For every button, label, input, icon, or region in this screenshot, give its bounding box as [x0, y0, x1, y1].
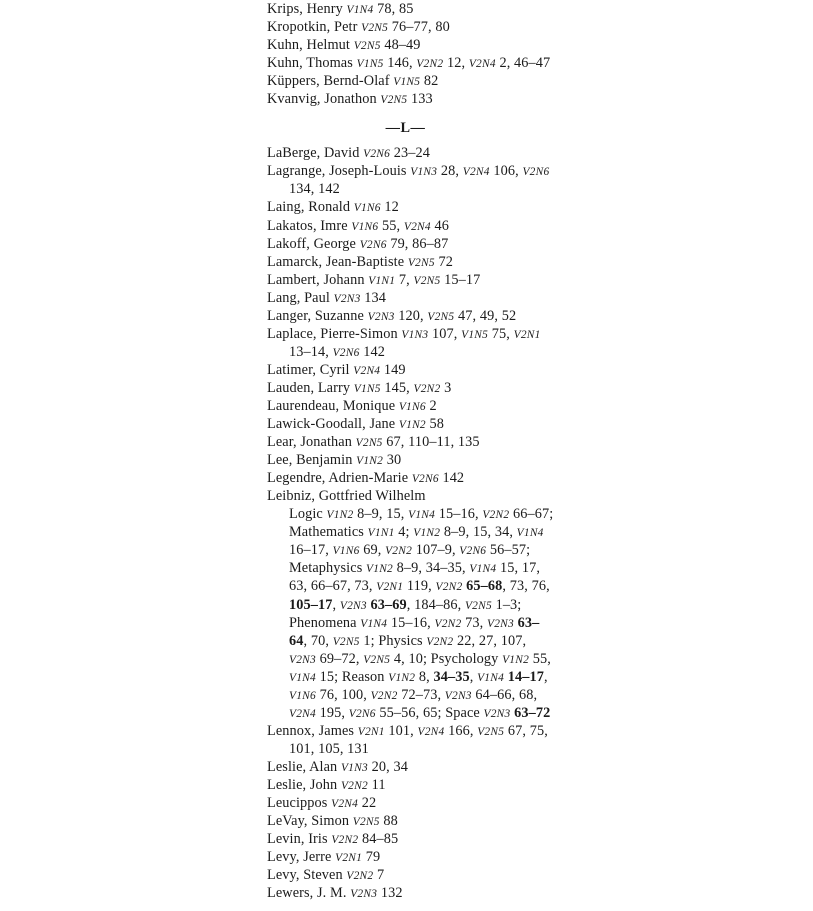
volume-issue-ref: V2N2 [331, 834, 359, 847]
index-subentry-line [267, 650, 551, 668]
volume-issue-ref: V1N4 [469, 563, 497, 576]
entry-text: , [543, 668, 548, 685]
entry-text: , [469, 668, 478, 685]
entry-text: Phenomena [289, 614, 361, 631]
entry-text: 47, 49, 52 [454, 307, 517, 324]
entry-text: LeVay, Simon [267, 813, 353, 830]
index-subentry-line [267, 596, 544, 614]
volume-issue-ref: V2N5 [477, 725, 505, 738]
index-subentry-line [267, 541, 544, 559]
entry-text: Lang, Paul [267, 289, 334, 306]
entry-text: 12, [443, 55, 469, 72]
volume-issue-ref: V1N4 [360, 617, 388, 630]
volume-issue-ref: V2N4 [289, 707, 316, 720]
entry-text: 64–66, 68, [471, 686, 538, 703]
entry-text: Lambert, Johann [267, 271, 369, 288]
volume-issue-ref: V2N4 [462, 166, 490, 179]
index-entry-line [267, 162, 550, 180]
entry-text: 55–56, 65; Space [375, 704, 484, 721]
volume-issue-ref: V2N4 [331, 798, 359, 811]
volume-issue-ref: V2N6 [359, 238, 387, 251]
bold-page-range: 64 [289, 632, 304, 649]
volume-issue-ref: V2N5 [355, 437, 383, 450]
volume-issue-ref: V2N3 [367, 310, 395, 323]
entry-text: , 184–86, [406, 596, 465, 613]
bold-page-range: 63–69 [370, 596, 407, 613]
entry-text: Mathematics [289, 524, 368, 541]
entry-text: Leucippos [267, 795, 332, 812]
index-entry-line [267, 307, 544, 325]
volume-issue-ref: V2N5 [380, 94, 408, 107]
index-subentry-line [267, 577, 550, 595]
volume-issue-ref: V2N5 [363, 653, 391, 666]
index-entry-line [267, 379, 544, 397]
volume-issue-ref: V2N6 [363, 148, 391, 161]
index-entry-line [267, 397, 544, 415]
volume-issue-ref: V1N4 [346, 4, 374, 16]
volume-issue-ref: V1N5 [393, 76, 421, 89]
volume-issue-ref: V1N2 [502, 653, 530, 666]
entry-text: 8–9, 15, 34, [440, 524, 517, 541]
entry-text: 55, [378, 217, 404, 234]
entry-text: Lakoff, George [267, 235, 360, 252]
bold-page-range: 65–68 [466, 578, 503, 595]
entry-text: 67, 110–11, 135 [382, 434, 480, 451]
index-entry-line [267, 54, 551, 72]
index-subentry-line [267, 686, 544, 704]
volume-issue-ref: V2N3 [339, 599, 367, 612]
entry-text: 7, [395, 271, 414, 288]
index-entry-line [267, 18, 544, 36]
entry-text: 56–57; [486, 542, 531, 559]
entry-text: 82 [420, 73, 439, 90]
entry-text: Kuhn, Thomas [267, 55, 357, 72]
volume-issue-ref: V2N5 [352, 816, 380, 829]
entry-text: 76–77, 80 [388, 19, 450, 36]
volume-issue-ref: V2N5 [464, 599, 492, 612]
entry-text: Kuhn, Helmut [267, 37, 354, 54]
entry-text: 28, [437, 163, 463, 180]
volume-issue-ref: V2N3 [333, 292, 361, 305]
volume-issue-ref: V1N6 [289, 689, 316, 702]
entry-text: , 73, 76, [502, 578, 550, 595]
index-entry-line [267, 180, 544, 198]
entry-text: 7 [373, 867, 385, 884]
index-entry-line [267, 451, 544, 469]
index-entry-line [267, 722, 548, 740]
bold-page-range: 105–17 [289, 596, 333, 613]
entry-text: 107–9, [412, 542, 460, 559]
entry-text: 166, [444, 722, 478, 739]
volume-issue-ref: V1N2 [413, 527, 441, 540]
entry-text: Kropotkin, Petr [267, 19, 362, 36]
entry-text: 134, 142 [289, 181, 340, 198]
entry-text: 145, [380, 379, 414, 396]
entry-text: LaBerge, David [267, 145, 364, 162]
volume-issue-ref: V2N2 [435, 581, 463, 594]
volume-issue-ref: V1N2 [326, 509, 354, 522]
index-entry-line [267, 325, 544, 343]
entry-text: Küppers, Bernd-Olaf [267, 73, 394, 90]
entry-text: Lawick-Goodall, Jane [267, 416, 399, 433]
entry-text: 73, [461, 614, 487, 631]
entry-text: 20, 34 [367, 758, 408, 775]
index-subentry-line [267, 704, 551, 722]
volume-issue-ref: V2N4 [417, 725, 445, 738]
entry-text: Levy, Steven [267, 867, 347, 884]
index-entry-line [267, 758, 544, 776]
entry-text: Lennox, James [267, 722, 358, 739]
entry-text: 12 [380, 199, 399, 216]
volume-issue-ref: V1N4 [408, 509, 436, 522]
index-entry-line [267, 848, 544, 866]
entry-text: Leslie, Alan [267, 758, 341, 775]
entry-text: 106, [489, 163, 523, 180]
volume-issue-ref: V2N3 [350, 888, 378, 901]
volume-issue-ref: V1N4 [516, 527, 544, 540]
volume-issue-ref: V1N6 [351, 220, 379, 233]
entry-text: 1; Physics [359, 632, 427, 649]
volume-issue-ref: V2N4 [353, 364, 381, 377]
entry-text: Lauden, Larry [267, 379, 354, 396]
entry-text: 13–14, [289, 343, 333, 360]
index-entry-line [267, 217, 544, 235]
entry-text: Laurendeau, Monique [267, 397, 399, 414]
index-entry-line [267, 469, 544, 487]
volume-issue-ref: V2N5 [407, 256, 435, 269]
entry-text: 146, [383, 55, 417, 72]
volume-issue-ref: V1N2 [388, 671, 416, 684]
entry-text: 2 [425, 397, 437, 414]
volume-issue-ref: V2N3 [483, 707, 511, 720]
entry-text: Lewers, J. M. [267, 885, 351, 902]
entry-text: 16–17, [289, 542, 333, 559]
volume-issue-ref: V2N6 [459, 545, 487, 558]
entry-text: 66–67; [509, 506, 554, 523]
volume-issue-ref: V1N6 [332, 545, 360, 558]
entry-text: 46 [430, 217, 449, 234]
index-subentry-line [267, 614, 544, 632]
volume-issue-ref: V1N3 [340, 761, 368, 774]
entry-text: Langer, Suzanne [267, 307, 368, 324]
entry-text: 79, 86–87 [386, 235, 449, 252]
entry-text: Laing, Ronald [267, 199, 354, 216]
index-entry-line [267, 72, 544, 90]
entry-text: Kvanvig, Jonathon [267, 91, 381, 108]
bold-page-range: 63– [517, 614, 540, 631]
index-entry-line [267, 794, 544, 812]
volume-issue-ref: V1N5 [461, 328, 489, 341]
volume-issue-ref: V2N1 [513, 328, 541, 341]
entry-text: 195, [315, 704, 349, 721]
entry-text: 11 [367, 776, 386, 793]
bold-page-range: 63–72 [514, 704, 551, 721]
entry-text: 133 [407, 91, 433, 108]
volume-issue-ref: V1N4 [477, 671, 505, 684]
entry-text: Leibniz, Gottfried Wilhelm [267, 488, 426, 505]
bold-page-range: 14–17 [507, 668, 544, 685]
volume-issue-ref: V2N6 [522, 166, 550, 179]
entry-text: 84–85 [358, 831, 399, 848]
index-entry-line [267, 361, 544, 379]
index-entry-line [267, 144, 544, 162]
volume-issue-ref: V2N5 [353, 40, 381, 53]
entry-text: Metaphysics [289, 560, 367, 577]
volume-issue-ref: V1N2 [356, 455, 384, 468]
entry-text: 67, 75, [504, 722, 548, 739]
entry-text: Lee, Benjamin [267, 452, 357, 469]
index-entry-line [267, 884, 544, 902]
entry-text: Lear, Jonathan [267, 434, 356, 451]
entry-text: Laplace, Pierre-Simon [267, 325, 402, 342]
entry-text: 72–73, [397, 686, 445, 703]
entry-text: , 70, [303, 632, 333, 649]
entry-text: Lakatos, Imre [267, 217, 352, 234]
entry-text: , [332, 596, 340, 613]
entry-text: 3 [440, 379, 452, 396]
volume-issue-ref: V1N1 [367, 527, 395, 540]
entry-text: 76, 100, [315, 686, 371, 703]
entry-text: 15, 17, [496, 560, 541, 577]
entry-text: 101, [384, 722, 418, 739]
volume-issue-ref: V2N2 [370, 689, 398, 702]
volume-issue-ref: V2N6 [332, 346, 360, 359]
volume-issue-ref: V1N4 [289, 671, 316, 684]
entry-text: 72 [434, 253, 453, 270]
entry-text: Levin, Iris [267, 831, 332, 848]
volume-issue-ref: V2N2 [413, 382, 441, 395]
entry-text: 55, [529, 650, 551, 667]
volume-issue-ref: V2N2 [434, 617, 462, 630]
volume-issue-ref: V1N1 [368, 274, 396, 287]
index-column [267, 0, 554, 902]
entry-text: Legendre, Adrien-Marie [267, 470, 412, 487]
volume-issue-ref: V2N5 [361, 22, 389, 35]
index-entry-line [267, 271, 544, 289]
volume-issue-ref: V2N4 [403, 220, 431, 233]
entry-text: 4; [394, 524, 414, 541]
index-subentry-line [267, 505, 554, 523]
entry-text: 15–16, [435, 506, 483, 523]
entry-text: Leslie, John [267, 776, 341, 793]
index-entry-line [267, 0, 544, 18]
index-subentry-line [267, 559, 544, 577]
index-subentry-line [267, 632, 544, 650]
volume-issue-ref: V2N3 [444, 689, 472, 702]
entry-text: 63, 66–67, 73, [289, 578, 377, 595]
volume-issue-ref: V2N1 [376, 581, 404, 594]
volume-issue-ref: V2N5 [427, 310, 455, 323]
volume-issue-ref: V1N6 [353, 202, 381, 215]
volume-issue-ref: V2N2 [340, 779, 368, 792]
entry-text: Logic [289, 506, 327, 523]
entry-text: 132 [377, 885, 403, 902]
entry-text: 15–16, [387, 614, 435, 631]
volume-issue-ref: V2N5 [332, 635, 360, 648]
index-entry-line [267, 343, 544, 361]
entry-text: Lamarck, Jean-Baptiste [267, 253, 408, 270]
index-entry-line [267, 90, 544, 108]
section-header: —L— [385, 120, 426, 137]
entry-text: 48–49 [380, 37, 421, 54]
entry-text: 107, [428, 325, 462, 342]
volume-issue-ref: V2N6 [411, 473, 439, 486]
index-entry-line [267, 235, 544, 253]
entry-text: 79 [362, 849, 381, 866]
volume-issue-ref: V2N5 [413, 274, 441, 287]
entry-text: Levy, Jerre [267, 849, 336, 866]
index-subentry-line [267, 668, 548, 686]
index-subentry-line [267, 523, 544, 541]
index-entry-line [267, 433, 544, 451]
entry-text: 58 [425, 416, 445, 433]
volume-issue-ref: V2N1 [335, 852, 363, 865]
entry-text: 8–9, 15, [353, 506, 409, 523]
index-entry-line [267, 36, 544, 54]
entry-text: 69, [359, 542, 386, 559]
index-entry-line [267, 198, 544, 216]
volume-issue-ref: V2N3 [289, 653, 316, 666]
entry-text: 8, [415, 668, 434, 685]
volume-issue-ref: V2N2 [426, 635, 454, 648]
entry-text: 23–24 [390, 145, 430, 162]
volume-issue-ref: V2N2 [346, 870, 374, 883]
entry-text: 119, [403, 578, 436, 595]
volume-issue-ref: V1N3 [401, 328, 429, 341]
entry-text: 8–9, 34–35, [393, 560, 470, 577]
volume-issue-ref: V2N2 [416, 58, 444, 71]
volume-issue-ref: V2N1 [357, 725, 385, 738]
entry-text: 4, 10; Psychology [390, 650, 503, 667]
entry-text: Latimer, Cyril [267, 361, 354, 378]
index-entry-line [267, 415, 544, 433]
volume-issue-ref: V1N3 [410, 166, 438, 179]
entry-text: 75, [488, 325, 514, 342]
entry-text: 15–17 [440, 271, 481, 288]
volume-issue-ref: V1N6 [398, 400, 426, 413]
entry-text: 134 [360, 289, 386, 306]
index-entry-line [267, 740, 544, 758]
entry-text: 30 [383, 452, 402, 469]
entry-text: 101, 105, 131 [289, 740, 369, 757]
volume-issue-ref: V1N2 [398, 419, 426, 432]
entry-text: 142 [359, 343, 385, 360]
entry-text: 149 [380, 361, 406, 378]
entry-text: 120, [394, 307, 428, 324]
entry-text: 2, 46–47 [495, 55, 551, 72]
entry-text: 142 [438, 470, 465, 487]
entry-text: 15; Reason [315, 668, 389, 685]
entry-text: Krips, Henry [267, 1, 347, 17]
index-entry-line [267, 776, 544, 794]
entry-text: Lagrange, Joseph-Louis [267, 163, 411, 180]
index-entry-line [267, 830, 544, 848]
volume-issue-ref: V2N6 [348, 707, 376, 720]
index-entry-line [267, 487, 544, 505]
entry-text: 22 [358, 795, 377, 812]
volume-issue-ref: V1N5 [353, 382, 381, 395]
entry-text: 88 [379, 813, 398, 830]
volume-issue-ref: V2N2 [482, 509, 510, 522]
entry-text: 22, 27, 107, [453, 632, 527, 649]
index-entry-line [267, 253, 544, 271]
volume-issue-ref: V2N4 [468, 58, 496, 71]
volume-issue-ref: V2N2 [385, 545, 413, 558]
index-entry-line [267, 812, 544, 830]
volume-issue-ref: V2N3 [486, 617, 514, 630]
entry-text: 1–3; [491, 596, 522, 613]
volume-issue-ref: V1N2 [366, 563, 393, 576]
bold-page-range: 34–35 [433, 668, 470, 685]
entry-text: 78, 85 [373, 1, 414, 17]
entry-text: 69–72, [315, 650, 364, 667]
index-entry-line [267, 866, 544, 884]
volume-issue-ref: V1N5 [356, 58, 384, 71]
index-entry-line [267, 289, 544, 307]
